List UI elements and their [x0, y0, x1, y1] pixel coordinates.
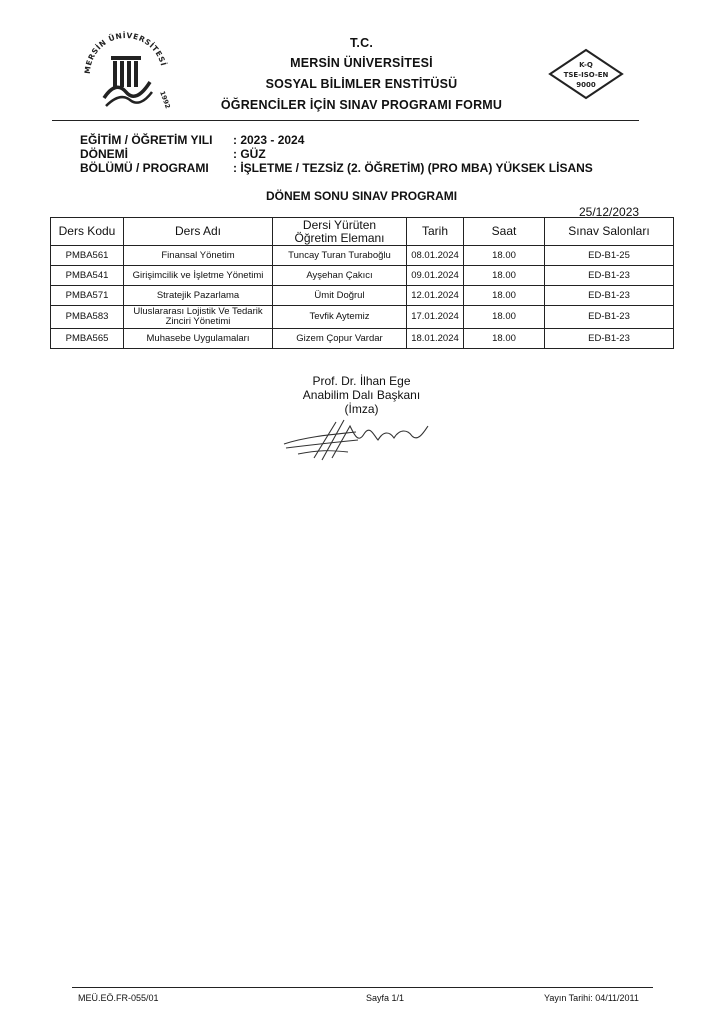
- table-row: [51, 329, 674, 349]
- cell-instructor: Tuncay Turan Turaboğlu: [273, 246, 407, 266]
- col-header-code: Ders Kodu: [51, 218, 124, 246]
- cell-time: 18.00: [464, 306, 545, 329]
- info-term-label: DÖNEMİ: [80, 147, 128, 161]
- cell-instructor: Tevfik Aytemiz: [273, 306, 407, 329]
- cell-code: PMBA565: [51, 329, 124, 349]
- col-header-room: Sınav Salonları: [545, 218, 674, 246]
- cell-date: 09.01.2024: [407, 266, 464, 286]
- signature-note: (İmza): [344, 402, 379, 416]
- header-university: MERSİN ÜNİVERSİTESİ: [290, 56, 433, 70]
- logo-ring-text: MERSİN ÜNİVERSİTESİ: [82, 30, 169, 75]
- info-program-value: : İŞLETME / TEZSİZ (2. ÖĞRETİM) (PRO MBA) YÜKSEK LİSANS: [233, 161, 593, 175]
- table-row: [51, 286, 674, 306]
- cell-date: 12.01.2024: [407, 286, 464, 306]
- cell-code: PMBA583: [51, 306, 124, 329]
- certification-badge: [548, 48, 624, 100]
- section-title: DÖNEM SONU SINAV PROGRAMI: [265, 189, 458, 203]
- col-header-time: Saat: [464, 218, 545, 246]
- table-row: [51, 266, 674, 286]
- cell-room: ED-B1-23: [545, 306, 674, 329]
- col-header-instructor-line2: Öğretim Elemanı: [294, 230, 385, 245]
- cell-code: PMBA571: [51, 286, 124, 306]
- cert-line3: 9000: [576, 81, 596, 89]
- cell-room: ED-B1-23: [545, 266, 674, 286]
- info-year-label: EĞİTİM / ÖĞRETİM YILI: [80, 133, 213, 147]
- table-header-row: [51, 218, 674, 246]
- cell-instructor: Ayşehan Çakıcı: [273, 266, 407, 286]
- footer-form-code: MEÜ.EÖ.FR-055/01: [78, 993, 159, 1003]
- exam-schedule-table: [50, 217, 674, 349]
- cell-room: ED-B1-23: [545, 329, 674, 349]
- cell-course-name: Uluslararası Lojistik Ve Tedarik Zinciri Yönetimi: [124, 306, 273, 329]
- header-divider: [52, 120, 639, 121]
- col-header-name: Ders Adı: [124, 218, 273, 246]
- logo-year: 1992: [158, 89, 172, 110]
- cert-line1: K-Q: [579, 61, 593, 69]
- cell-course-name: Muhasebe Uygulamaları: [124, 329, 273, 349]
- cell-instructor: Gizem Çopur Vardar: [273, 329, 407, 349]
- cell-time: 18.00: [464, 246, 545, 266]
- cell-room: ED-B1-25: [545, 246, 674, 266]
- cell-time: 18.00: [464, 286, 545, 306]
- cell-time: 18.00: [464, 329, 545, 349]
- info-program-label: BÖLÜMÜ / PROGRAMI: [80, 161, 209, 175]
- col-header-date: Tarih: [407, 218, 464, 246]
- signatory-title: Anabilim Dalı Başkanı: [302, 388, 421, 402]
- cell-course-name: Girişimcilik ve İşletme Yönetimi: [124, 266, 273, 286]
- cell-instructor: Ümit Doğrul: [273, 286, 407, 306]
- cell-course-name: Finansal Yönetim: [124, 246, 273, 266]
- document-date: 25/12/2023: [579, 205, 640, 219]
- info-term-value: : GÜZ: [233, 147, 266, 161]
- cell-room: ED-B1-23: [545, 286, 674, 306]
- footer-divider: [72, 987, 653, 988]
- cell-code: PMBA541: [51, 266, 124, 286]
- footer-page: Sayfa 1/1: [366, 993, 405, 1003]
- header-institute: SOSYAL BİLİMLER ENSTİTÜSÜ: [265, 77, 458, 91]
- cell-date: 08.01.2024: [407, 246, 464, 266]
- col-header-instructor: [273, 218, 407, 246]
- footer-publish-date: Yayın Tarihi: 04/11/2011: [544, 993, 639, 1003]
- cell-date: 17.01.2024: [407, 306, 464, 329]
- cell-course-name: Stratejik Pazarlama: [124, 286, 273, 306]
- cell-date: 18.01.2024: [407, 329, 464, 349]
- table-row: [51, 246, 674, 266]
- cell-code: PMBA561: [51, 246, 124, 266]
- cell-time: 18.00: [464, 266, 545, 286]
- info-year-value: : 2023 - 2024: [233, 133, 305, 147]
- header-tc: T.C.: [349, 36, 374, 50]
- handwritten-signature: [278, 414, 438, 462]
- cert-line2: TSE-ISO-EN: [563, 71, 609, 79]
- header-form-title: ÖĞRENCİLER İÇİN SINAV PROGRAMI FORMU: [220, 98, 503, 112]
- table-row: [51, 306, 674, 329]
- col-header-instructor-line1: Dersi Yürüten: [302, 217, 377, 232]
- signatory-name: Prof. Dr. İlhan Ege: [312, 374, 411, 388]
